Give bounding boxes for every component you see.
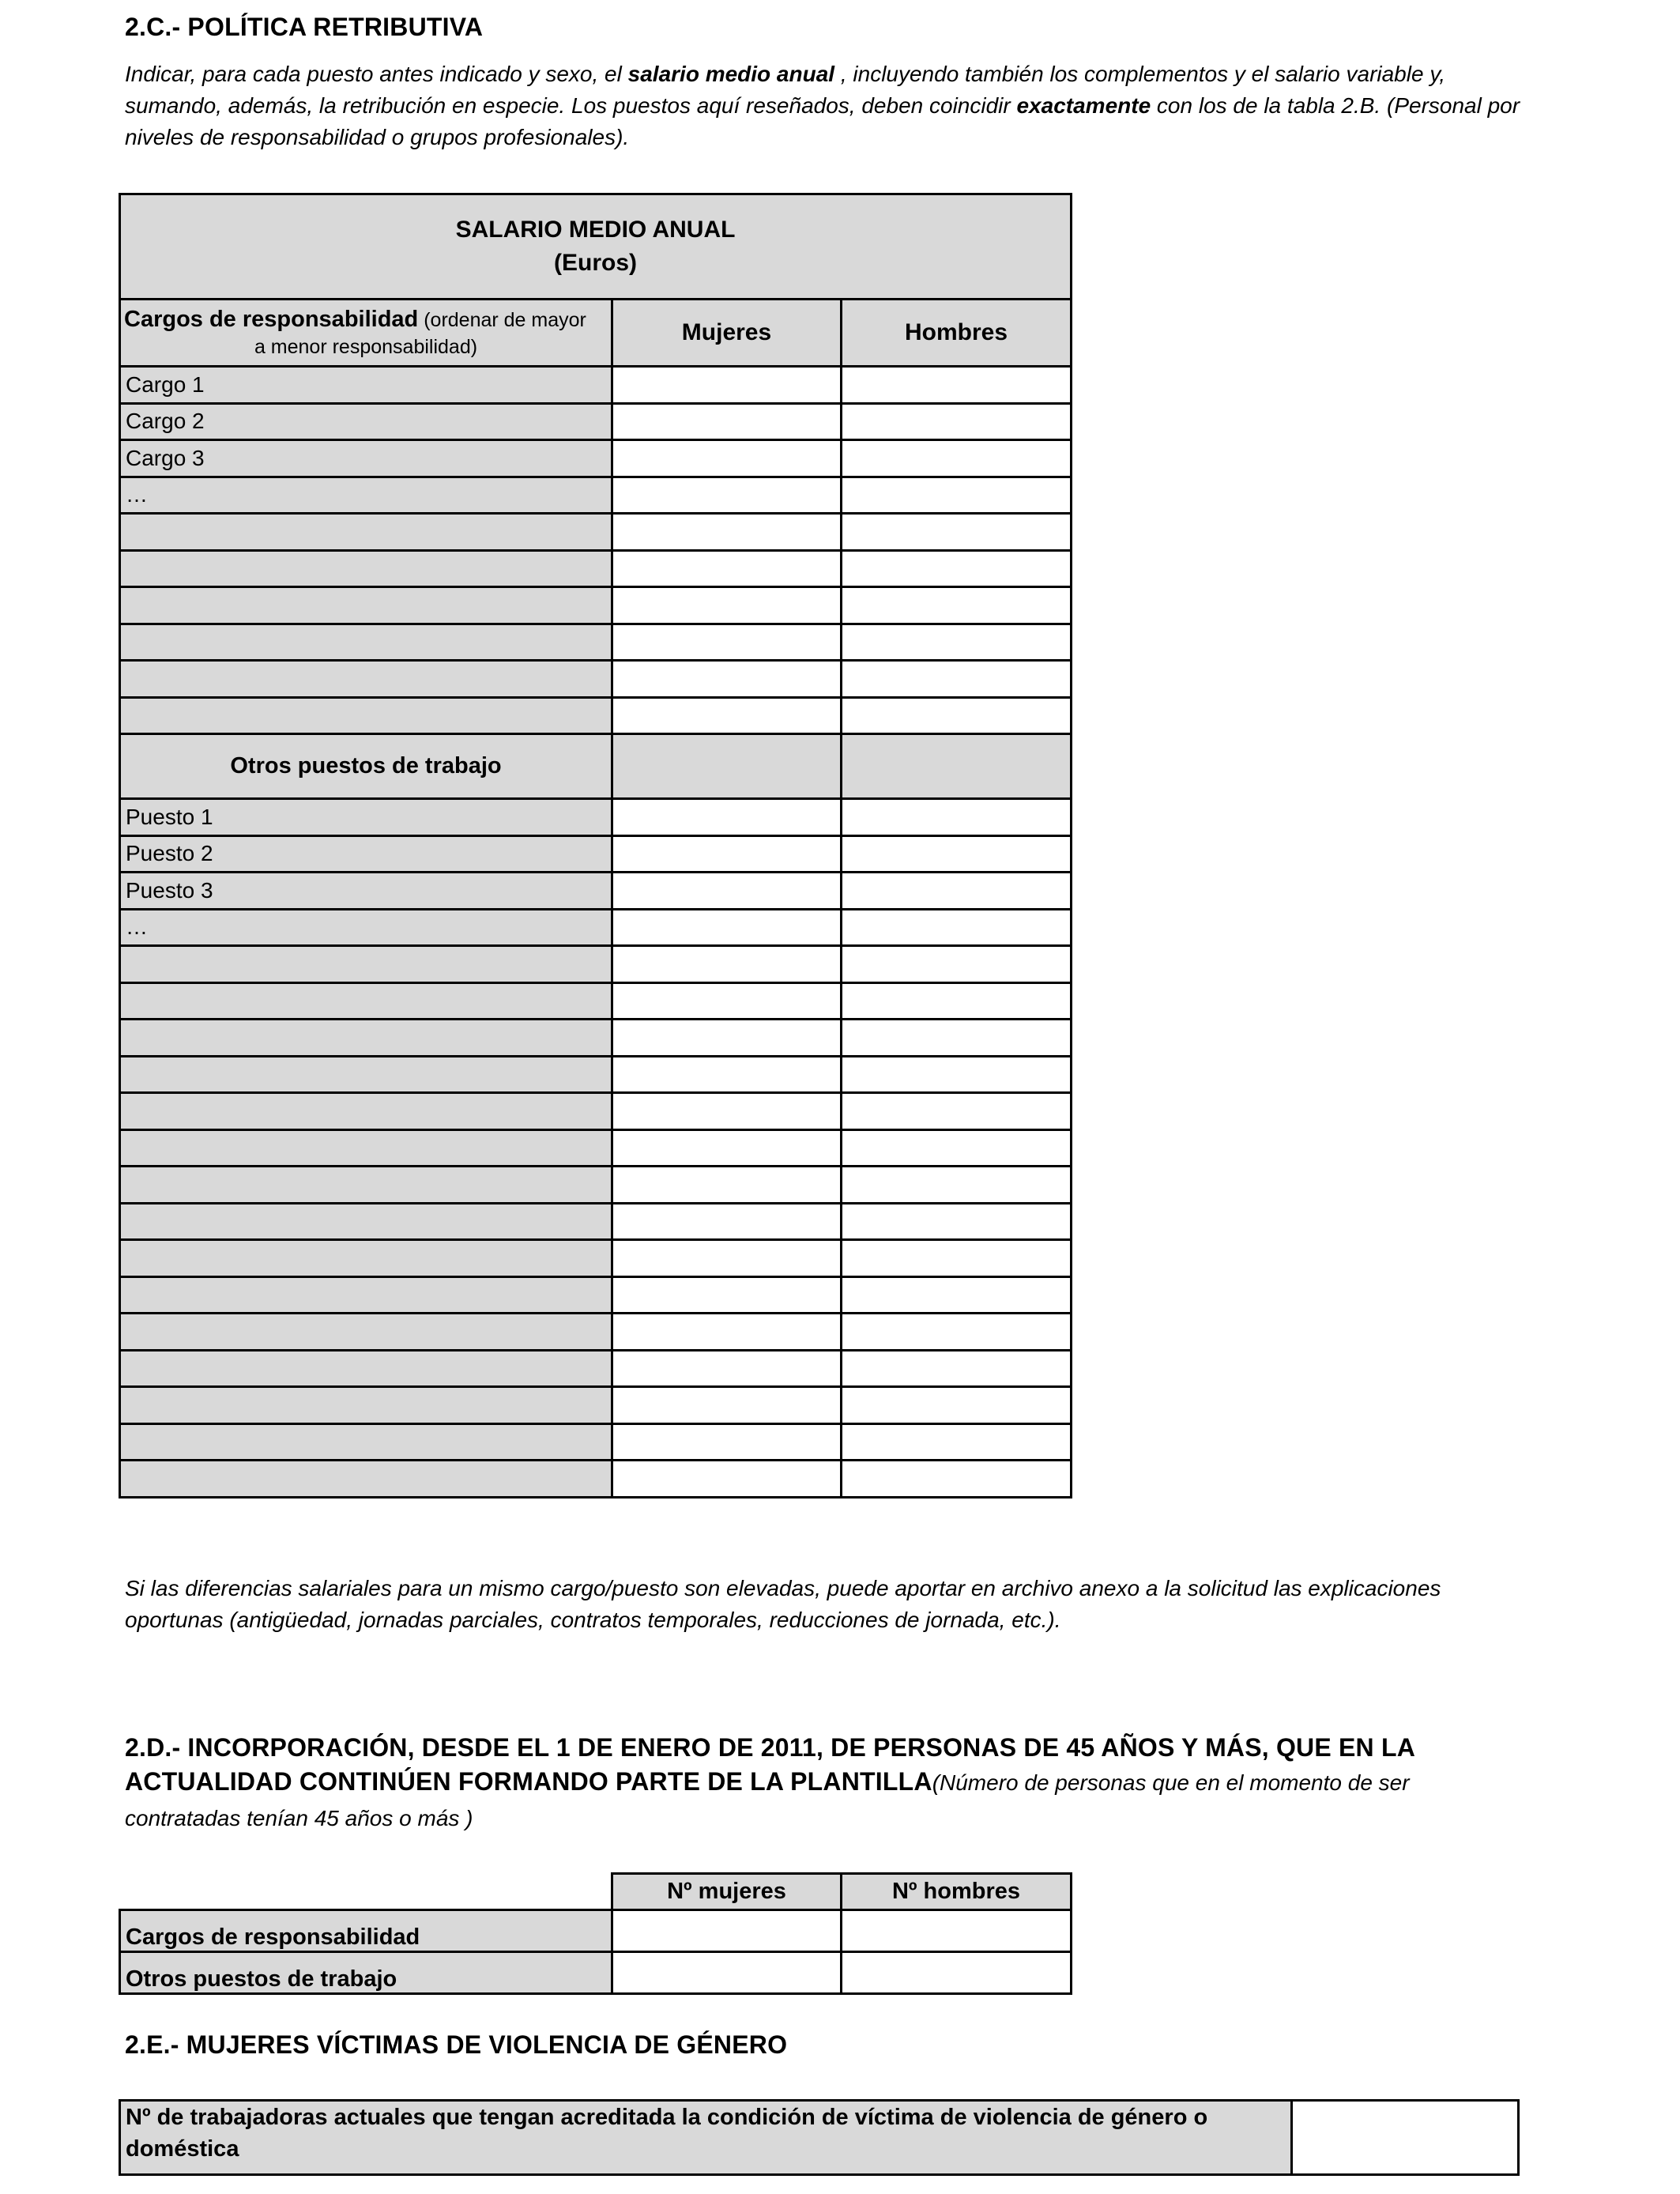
puesto-row xyxy=(120,1203,1072,1240)
hires-otros-hombres-input[interactable] xyxy=(842,1952,1072,1994)
cargo-row-label: Cargo 3 xyxy=(120,440,612,477)
violence-label-line2: doméstica xyxy=(126,2136,239,2162)
cargo-row-label: … xyxy=(120,477,612,514)
puesto-mujeres-input[interactable] xyxy=(612,1056,842,1093)
puesto-mujeres-input[interactable] xyxy=(612,1387,842,1424)
section-d-subtitle-2: contratadas tenían 45 años o más xyxy=(125,1806,460,1830)
puesto-row-label: Puesto 3 xyxy=(120,873,612,910)
section-d-subtitle-line3 xyxy=(125,1803,1587,1834)
otros-header: Otros puestos de trabajo xyxy=(120,734,612,799)
cargo-row xyxy=(120,477,1072,514)
otros-rows xyxy=(120,799,1072,1498)
section-d-title-line1: 2.D.- INCORPORACIÓN, DESDE EL 1 DE ENERO DE 2011, DE PERSONAS DE 45 AÑOS Y MÁS, QUE EN LA xyxy=(125,1733,1416,1762)
puesto-row-label: Puesto 2 xyxy=(120,835,612,873)
cargo-mujeres-input[interactable] xyxy=(612,624,842,661)
cargos-rows xyxy=(120,367,1072,734)
cargo-row xyxy=(120,367,1072,404)
salary-table xyxy=(119,193,1072,1498)
col-hombres-header: Hombres xyxy=(842,300,1072,367)
puesto-mujeres-input[interactable] xyxy=(612,1276,842,1314)
cargo-hombres-input[interactable] xyxy=(842,697,1072,734)
puesto-row-label xyxy=(120,1423,612,1461)
col-cargos-header xyxy=(120,300,612,367)
puesto-mujeres-input[interactable] xyxy=(612,1461,842,1498)
salary-column-header-row xyxy=(120,300,1072,367)
cargo-row-label xyxy=(120,624,612,661)
puesto-row-label xyxy=(120,1203,612,1240)
puesto-row xyxy=(120,1350,1072,1387)
puesto-row xyxy=(120,909,1072,946)
cargo-row xyxy=(120,550,1072,587)
cargo-mujeres-input[interactable] xyxy=(612,403,842,440)
puesto-mujeres-input[interactable] xyxy=(612,1093,842,1130)
violence-table xyxy=(119,2099,1520,2176)
puesto-hombres-input[interactable] xyxy=(842,1350,1072,1387)
puesto-mujeres-input[interactable] xyxy=(612,1350,842,1387)
hires-45-table xyxy=(119,1872,1072,1995)
puesto-row xyxy=(120,1387,1072,1424)
cargo-row-label: Cargo 1 xyxy=(120,367,612,404)
puesto-row xyxy=(120,1020,1072,1057)
puesto-row xyxy=(120,1240,1072,1277)
puesto-hombres-input[interactable] xyxy=(842,1093,1072,1130)
puesto-hombres-input[interactable] xyxy=(842,1276,1072,1314)
puesto-row-label: … xyxy=(120,909,612,946)
puesto-row-label xyxy=(120,1056,612,1093)
section-e-title: 2.E.- MUJERES VÍCTIMAS DE VIOLENCIA DE GÉNERO xyxy=(125,2030,788,2059)
puesto-row-label xyxy=(120,1240,612,1277)
puesto-mujeres-input[interactable] xyxy=(612,1314,842,1351)
cargo-row-label: Cargo 2 xyxy=(120,403,612,440)
cargo-hombres-input[interactable] xyxy=(842,367,1072,404)
puesto-row xyxy=(120,1129,1072,1167)
hires-row-otros-label: Otros puestos de trabajo xyxy=(120,1952,612,1994)
puesto-hombres-input[interactable] xyxy=(842,909,1072,946)
puesto-hombres-input[interactable] xyxy=(842,982,1072,1020)
puesto-row xyxy=(120,982,1072,1020)
intro-text-2: , incluyendo también los complementos y el salario variable y, sumando, además, la retribución en especie. Los puestos aquí reseñados, deben coincidir xyxy=(125,62,1446,118)
puesto-mujeres-input[interactable] xyxy=(612,946,842,983)
puesto-hombres-input[interactable] xyxy=(842,1056,1072,1093)
puesto-hombres-input[interactable] xyxy=(842,1167,1072,1204)
cargo-hombres-input[interactable] xyxy=(842,440,1072,477)
col-cargos-bold: Cargos de responsabilidad xyxy=(124,306,419,332)
puesto-mujeres-input[interactable] xyxy=(612,909,842,946)
hires-cargos-hombres-input[interactable] xyxy=(842,1910,1072,1952)
salary-header-title: SALARIO MEDIO ANUAL xyxy=(455,217,736,243)
cargo-hombres-input[interactable] xyxy=(842,477,1072,514)
puesto-row-label xyxy=(120,946,612,983)
puesto-hombres-input[interactable] xyxy=(842,1129,1072,1167)
salary-header-row xyxy=(120,194,1072,300)
cargo-mujeres-input[interactable] xyxy=(612,477,842,514)
intro-text-3: con los de la tabla 2.B. (Personal por niveles de responsabilidad o grupos profesionales). xyxy=(125,93,1520,149)
puesto-row-label xyxy=(120,1167,612,1204)
cargo-mujeres-input[interactable] xyxy=(612,440,842,477)
puesto-hombres-input[interactable] xyxy=(842,946,1072,983)
hires-cargos-mujeres-input[interactable] xyxy=(612,1910,842,1952)
puesto-row-label xyxy=(120,1461,612,1498)
hires-col-hombres: Nº hombres xyxy=(842,1874,1072,1910)
puesto-mujeres-input[interactable] xyxy=(612,1423,842,1461)
puesto-hombres-input[interactable] xyxy=(842,1387,1072,1424)
cargo-row xyxy=(120,514,1072,551)
puesto-row xyxy=(120,1276,1072,1314)
puesto-row xyxy=(120,1167,1072,1204)
cargo-row-label xyxy=(120,661,612,698)
otros-header-row xyxy=(120,734,1072,799)
puesto-hombres-input[interactable] xyxy=(842,1203,1072,1240)
salary-note: Si las diferencias salariales para un mismo cargo/puesto son elevadas, puede aportar en archivo anexo a la solicitud las explicaciones oportunas (antigüedad, jornadas parciales, contratos temporales, reducciones de jornada, etc.). xyxy=(125,1576,1441,1632)
section-c-title: 2.C.- POLÍTICA RETRIBUTIVA xyxy=(125,13,484,41)
cargo-row xyxy=(120,697,1072,734)
cargo-hombres-input[interactable] xyxy=(842,403,1072,440)
puesto-hombres-input[interactable] xyxy=(842,1423,1072,1461)
puesto-hombres-input[interactable] xyxy=(842,799,1072,836)
cargo-hombres-input[interactable] xyxy=(842,587,1072,624)
cargo-row xyxy=(120,403,1072,440)
puesto-row xyxy=(120,799,1072,836)
puesto-row xyxy=(120,873,1072,910)
cargo-row xyxy=(120,587,1072,624)
col-mujeres-header: Mujeres xyxy=(612,300,842,367)
puesto-row-label xyxy=(120,1387,612,1424)
cargo-hombres-input[interactable] xyxy=(842,661,1072,698)
puesto-row xyxy=(120,1093,1072,1130)
puesto-mujeres-input[interactable] xyxy=(612,1129,842,1167)
cargo-mujeres-input[interactable] xyxy=(612,550,842,587)
puesto-row-label: Puesto 1 xyxy=(120,799,612,836)
violence-label-line1: Nº de trabajadoras actuales que tengan acreditada la condición de víctima de violencia de género o xyxy=(126,2105,1208,2130)
cargo-hombres-input[interactable] xyxy=(842,624,1072,661)
section-d-title-line2 xyxy=(125,1766,1587,1803)
puesto-mujeres-input[interactable] xyxy=(612,1167,842,1204)
puesto-row xyxy=(120,1314,1072,1351)
cargo-mujeres-input[interactable] xyxy=(612,661,842,698)
puesto-mujeres-input[interactable] xyxy=(612,1240,842,1277)
puesto-row-label xyxy=(120,1314,612,1351)
puesto-row-label xyxy=(120,1276,612,1314)
cargo-row xyxy=(120,624,1072,661)
otros-header-mujeres xyxy=(612,734,842,799)
puesto-mujeres-input[interactable] xyxy=(612,1203,842,1240)
violence-count-input[interactable] xyxy=(1292,2101,1519,2175)
violence-row xyxy=(120,2101,1519,2175)
puesto-row xyxy=(120,1461,1072,1498)
puesto-mujeres-input[interactable] xyxy=(612,873,842,910)
col-cargos-note-2: a menor responsabilidad) xyxy=(254,335,478,358)
puesto-row xyxy=(120,1423,1072,1461)
puesto-row-label xyxy=(120,1020,612,1057)
cargo-mujeres-input[interactable] xyxy=(612,697,842,734)
intro-bold-salario: salario medio anual xyxy=(627,62,835,86)
puesto-mujeres-input[interactable] xyxy=(612,1020,842,1057)
puesto-hombres-input[interactable] xyxy=(842,1314,1072,1351)
hires-row-cargos-label: Cargos de responsabilidad xyxy=(120,1910,612,1952)
otros-header-hombres xyxy=(842,734,1072,799)
hires-col-mujeres: Nº mujeres xyxy=(612,1874,842,1910)
hires-header-row xyxy=(120,1874,1072,1910)
cargo-hombres-input[interactable] xyxy=(842,550,1072,587)
puesto-hombres-input[interactable] xyxy=(842,835,1072,873)
cargo-row-label xyxy=(120,514,612,551)
section-d-subtitle-1: (Número de personas que en el momento de ser xyxy=(932,1770,1410,1795)
hires-row-otros xyxy=(120,1952,1072,1994)
intro-bold-exactamente: exactamente xyxy=(1016,93,1151,118)
cargo-mujeres-input[interactable] xyxy=(612,367,842,404)
section-d-header xyxy=(125,1729,1587,1834)
cargo-row-label xyxy=(120,587,612,624)
cargo-row xyxy=(120,440,1072,477)
section-c-intro xyxy=(125,58,1539,153)
hires-row-cargos xyxy=(120,1910,1072,1952)
puesto-hombres-input[interactable] xyxy=(842,873,1072,910)
section-d-title-bold: ACTUALIDAD CONTINÚEN FORMANDO PARTE DE LA PLANTILLA xyxy=(125,1767,932,1796)
col-cargos-note-1: (ordenar de mayor xyxy=(418,308,586,331)
section-d-subtitle-3: ) xyxy=(459,1806,473,1830)
puesto-row-label xyxy=(120,982,612,1020)
puesto-row-label xyxy=(120,1093,612,1130)
hires-otros-mujeres-input[interactable] xyxy=(612,1952,842,1994)
salary-header xyxy=(120,194,1072,300)
puesto-hombres-input[interactable] xyxy=(842,1461,1072,1498)
hires-blank-corner xyxy=(120,1874,612,1910)
puesto-hombres-input[interactable] xyxy=(842,1240,1072,1277)
puesto-row-label xyxy=(120,1350,612,1387)
puesto-mujeres-input[interactable] xyxy=(612,835,842,873)
cargo-row-label xyxy=(120,697,612,734)
puesto-row xyxy=(120,946,1072,983)
puesto-row xyxy=(120,1056,1072,1093)
cargo-mujeres-input[interactable] xyxy=(612,587,842,624)
intro-text-1: Indicar, para cada puesto antes indicado y sexo, el xyxy=(125,62,628,86)
cargo-row xyxy=(120,661,1072,698)
salary-header-unit: (Euros) xyxy=(554,250,638,276)
puesto-row-label xyxy=(120,1129,612,1167)
puesto-hombres-input[interactable] xyxy=(842,1020,1072,1057)
cargo-hombres-input[interactable] xyxy=(842,514,1072,551)
puesto-mujeres-input[interactable] xyxy=(612,982,842,1020)
cargo-row-label xyxy=(120,550,612,587)
cargo-mujeres-input[interactable] xyxy=(612,514,842,551)
violence-row-label xyxy=(120,2101,1292,2175)
puesto-mujeres-input[interactable] xyxy=(612,799,842,836)
puesto-row xyxy=(120,835,1072,873)
